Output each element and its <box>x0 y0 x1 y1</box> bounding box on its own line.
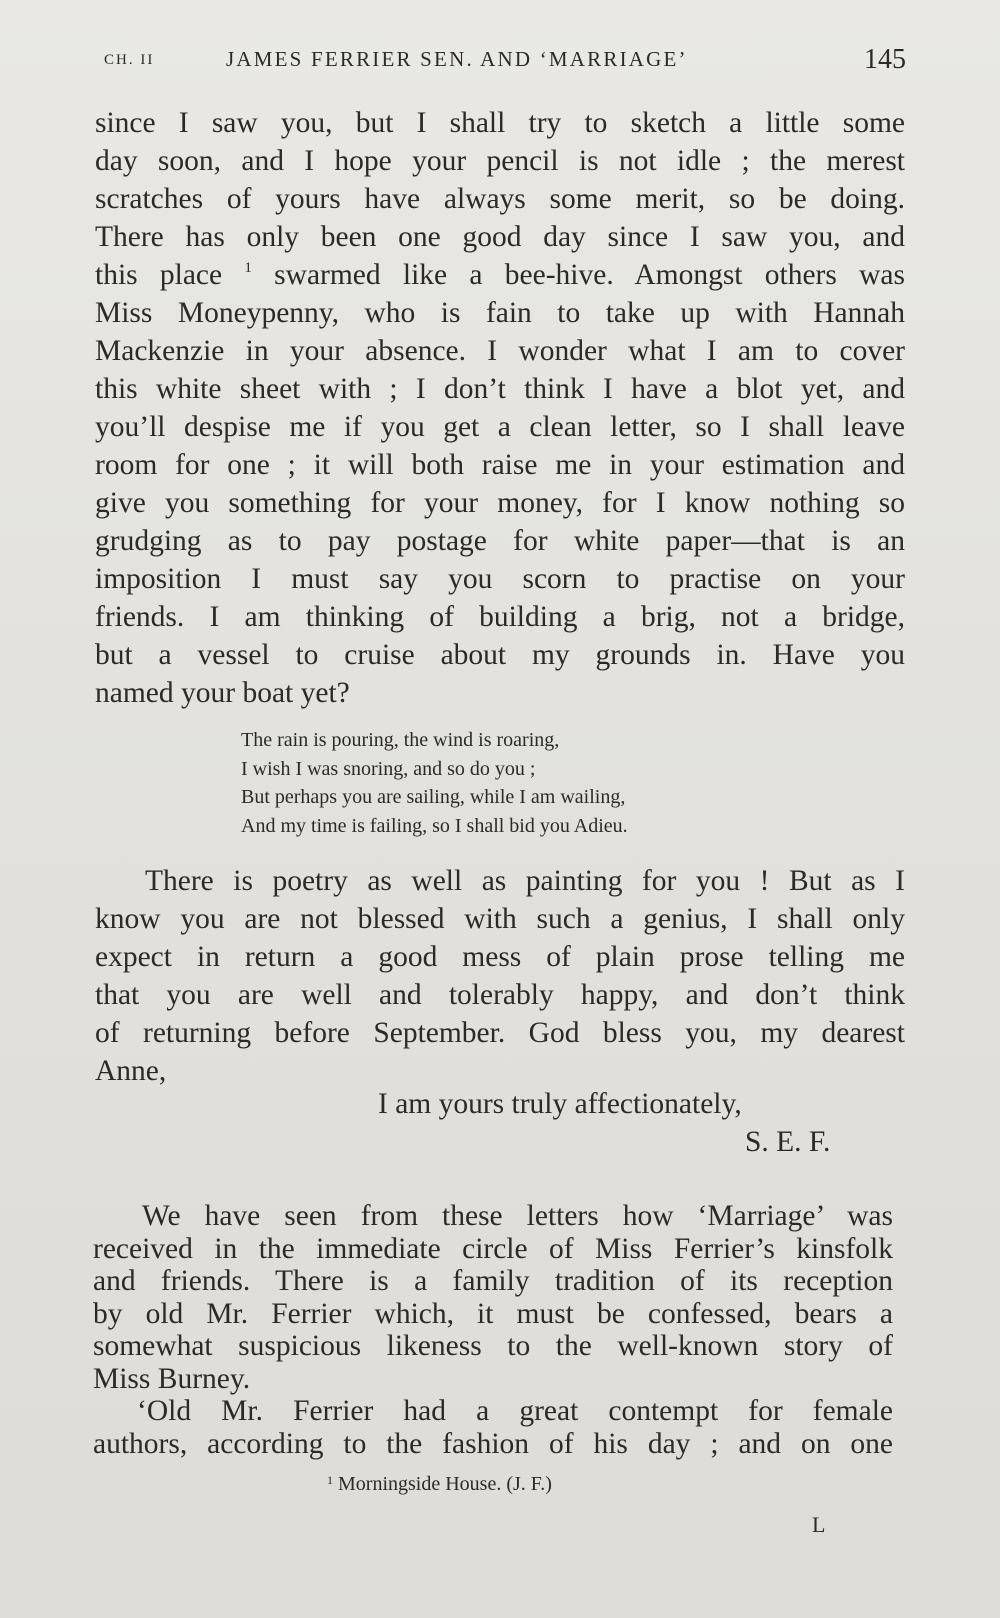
running-title: JAMES FERRIER SEN. AND ‘MARRIAGE’ <box>226 47 688 71</box>
text-line: of returning before September. God bless you, my dearest <box>95 1017 905 1049</box>
text-line: We have seen from these letters how ‘Marriage’ was <box>142 1200 893 1232</box>
narrative-paragraph <box>93 1200 893 1460</box>
text-line: you’ll despise me if you get a clean letter, so I shall leave <box>95 411 905 443</box>
text-line: since I saw you, but I shall try to sketch a little some <box>95 107 905 139</box>
text-line: scratches of yours have always some merit, so be doing. <box>95 183 905 215</box>
text-line: Anne, <box>95 1055 167 1087</box>
text-line: expect in return a good mess of plain prose telling me <box>95 941 905 973</box>
verse-line: And my time is failing, so I shall bid you Adieu. <box>241 814 628 837</box>
text-line: authors, according to the fashion of his day ; and on one <box>93 1427 893 1460</box>
footnote-marker: 1 <box>327 1473 333 1487</box>
text-line: somewhat suspicious likeness to the well-known story of <box>93 1330 893 1362</box>
text-line: There is poetry as well as painting for you ! But as I <box>145 865 905 897</box>
text-line: know you are not blessed with such a genius, I shall only <box>95 903 905 935</box>
letter-valediction: I am yours truly affectionately, <box>378 1088 742 1120</box>
letter-closing-paragraph <box>95 862 905 1090</box>
text-line: friends. I am thinking of building a brig, not a bridge, <box>95 601 905 633</box>
text-line: by old Mr. Ferrier which, it must be confessed, bears a <box>93 1297 893 1330</box>
text-line: imposition I must say you scorn to practise on your <box>95 563 905 595</box>
verse-line: I wish I was snoring, and so do you ; <box>241 757 536 780</box>
footnote-text: Morningside House. (J. F.) <box>338 1473 552 1495</box>
text-line: Mackenzie in your absence. I wonder what I am to cover <box>95 335 905 367</box>
text-line: Miss Burney. <box>93 1362 251 1395</box>
footnote <box>327 1473 552 1496</box>
text-fragment: swarmed like a bee-hive. Amongst others was <box>274 259 906 291</box>
text-line: this white sheet with ; I don’t think I have a blot yet, and <box>95 373 905 405</box>
text-line-with-footnote-ref <box>95 256 905 294</box>
text-line: received in the immediate circle of Miss Ferrier’s kinsfolk <box>93 1232 893 1265</box>
verse-line: The rain is pouring, the wind is roaring, <box>241 729 560 751</box>
text-line: named your boat yet? <box>95 677 350 709</box>
text-line: that you are well and tolerably happy, and don’t think <box>95 979 905 1011</box>
letter-signature: S. E. F. <box>745 1126 831 1158</box>
text-line: grudging as to pay postage for white paper—that is an <box>95 525 905 557</box>
running-head <box>104 44 906 84</box>
text-line: Miss Moneypenny, who is fain to take up with Hannah <box>95 297 905 329</box>
chapter-label: CH. II <box>104 52 155 68</box>
text-line: room for one ; it will both raise me in your estimation and <box>95 449 905 481</box>
text-fragment: this place <box>95 259 223 291</box>
text-line: day soon, and I hope your pencil is not idle ; the merest <box>95 145 905 177</box>
text-line: and friends. There is a family tradition of its reception <box>93 1265 893 1297</box>
verse-block <box>241 726 628 840</box>
verse-line: But perhaps you are sailing, while I am wailing, <box>241 786 626 808</box>
footnote-reference: 1 <box>244 260 252 276</box>
letter-paragraph <box>95 104 905 712</box>
text-line: give you something for your money, for I know nothing so <box>95 487 905 519</box>
text-line: but a vessel to cruise about my grounds in. Have you <box>95 639 905 671</box>
page-number: 145 <box>864 44 906 75</box>
text-line: ‘Old Mr. Ferrier had a great contempt for female <box>137 1395 893 1427</box>
text-line: There has only been one good day since I saw you, and <box>95 221 905 253</box>
printer-signature-mark: L <box>812 1512 826 1537</box>
